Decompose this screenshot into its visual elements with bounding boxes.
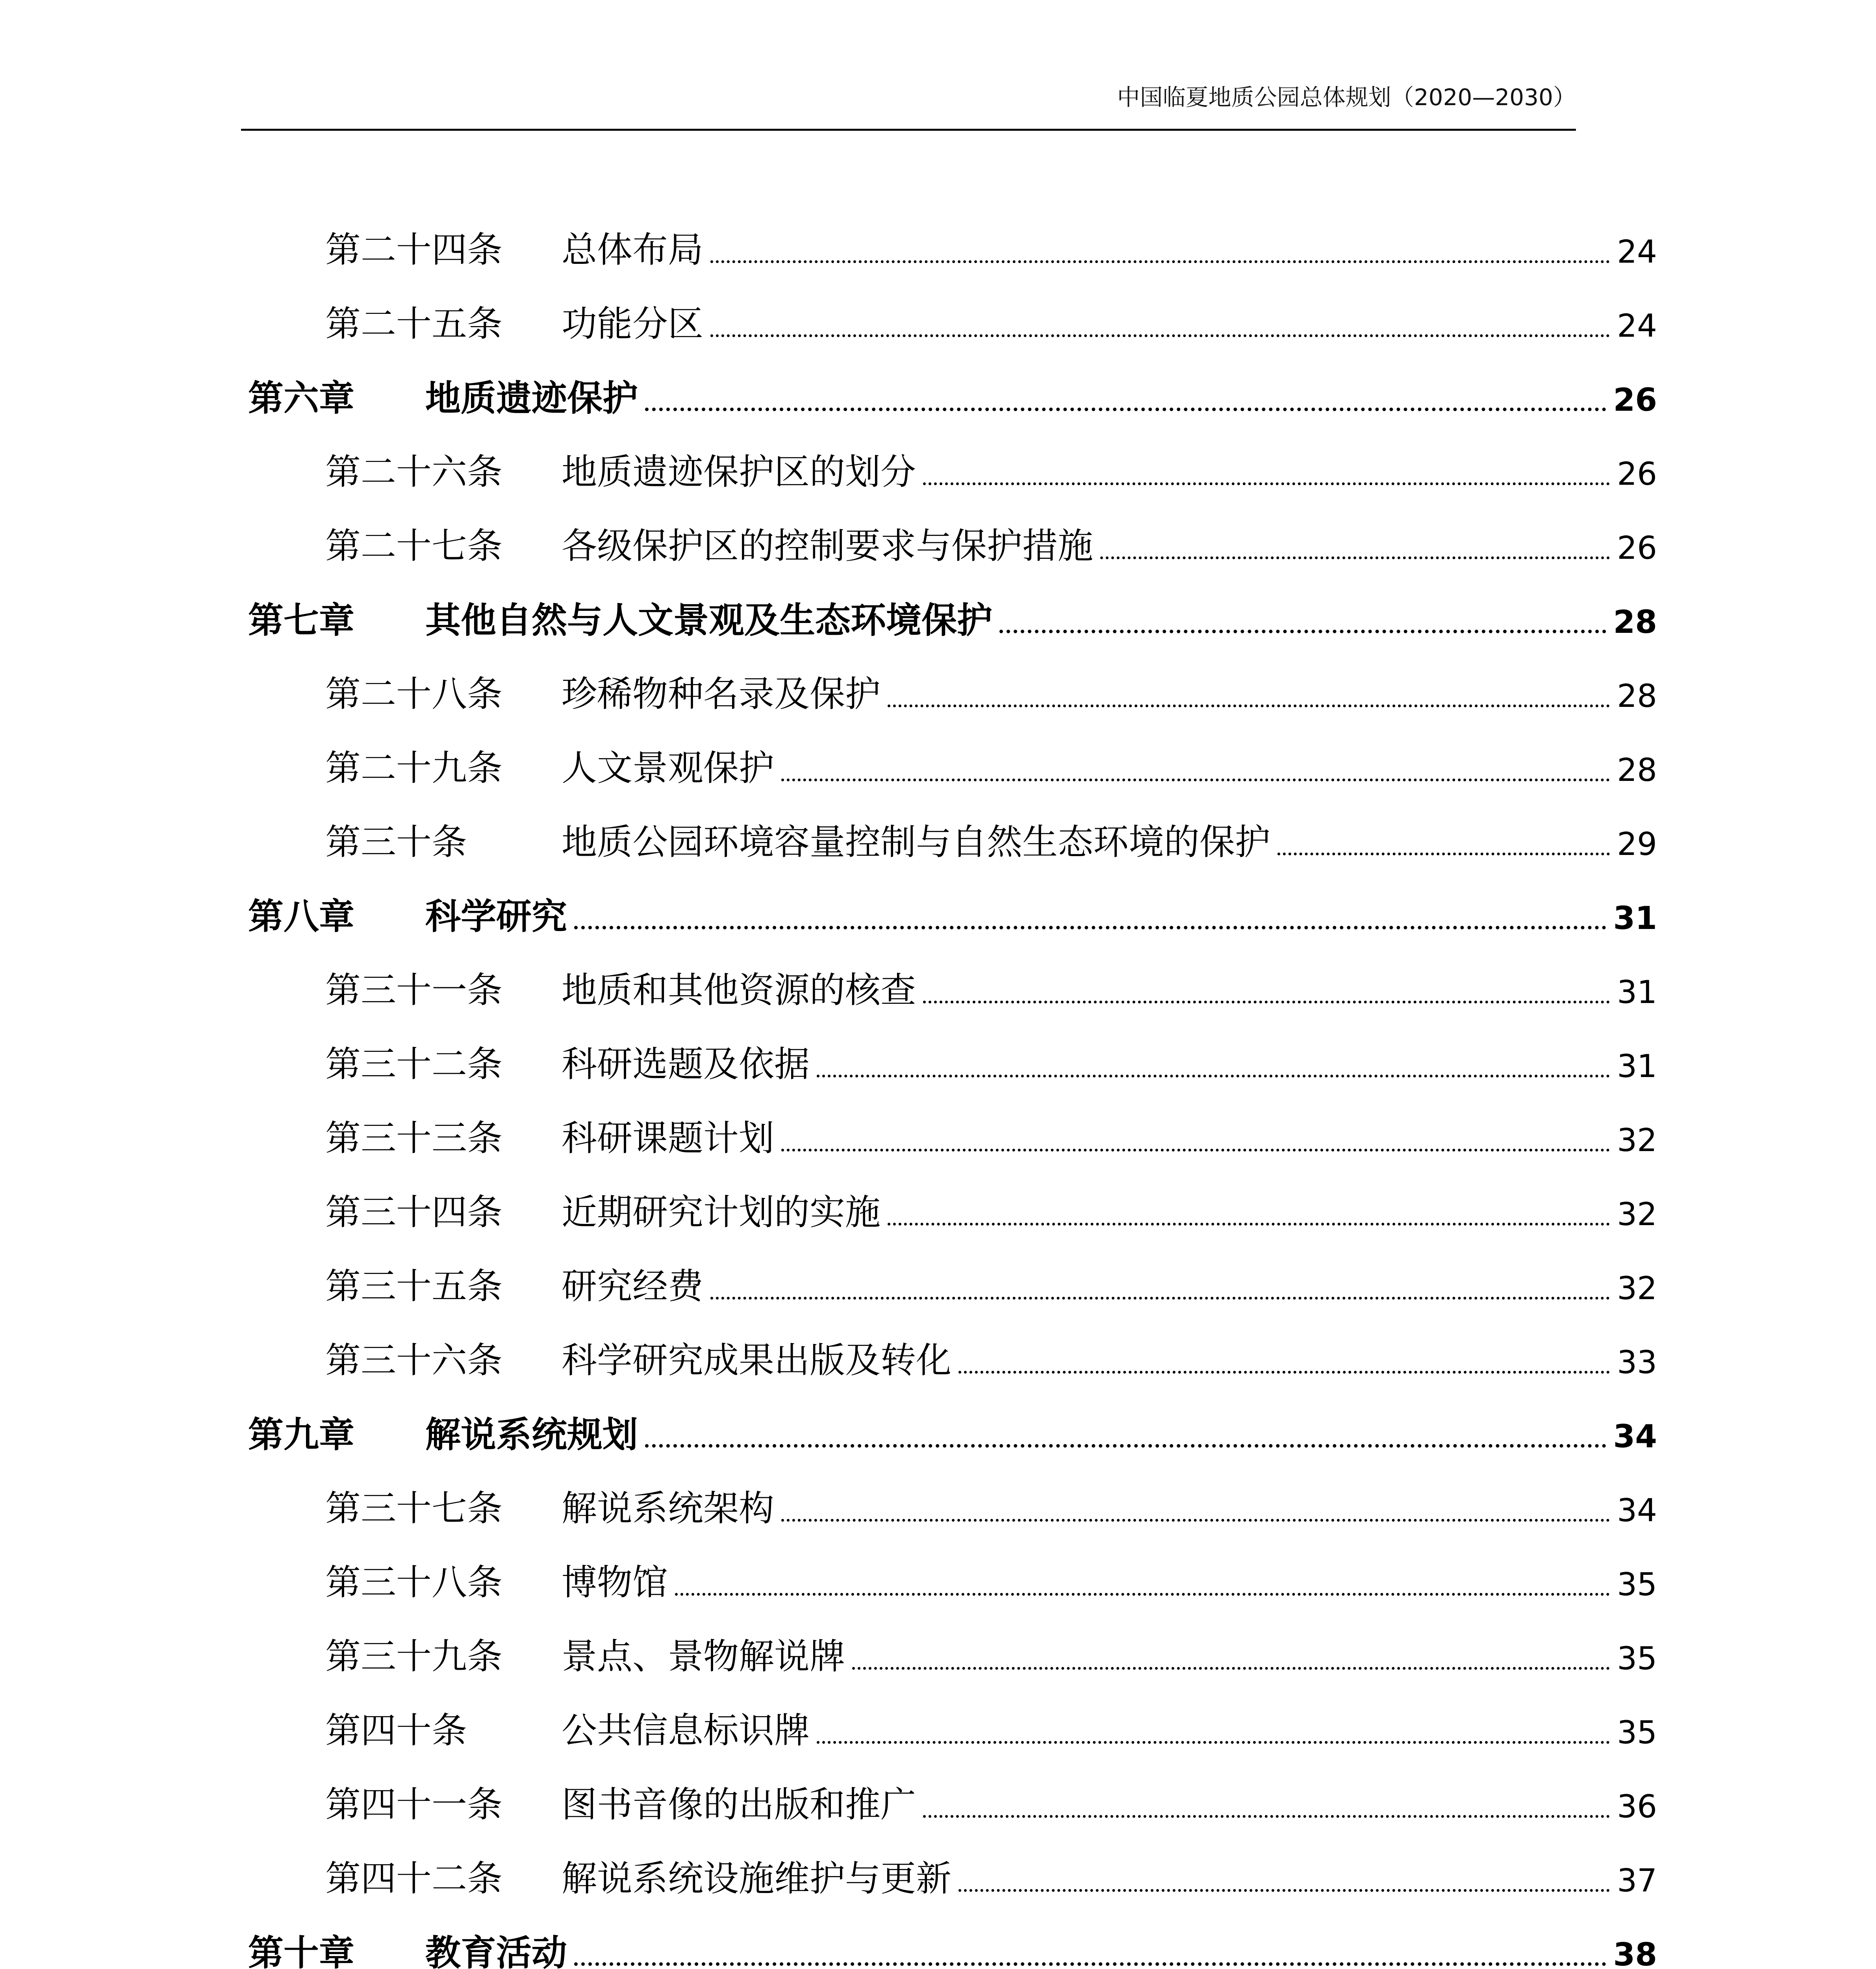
toc-dot-leader [923, 1001, 1610, 1003]
toc-article-entry[interactable] [325, 1245, 1657, 1307]
toc-entry-page: 31 [1617, 1048, 1657, 1085]
toc-dot-leader [675, 1593, 1610, 1596]
toc-entry-number: 第三十九条 [325, 1636, 502, 1677]
toc-entry-number: 第二十八条 [325, 673, 502, 715]
toc-entry-page: 32 [1617, 1196, 1657, 1233]
toc-entry-number: 第三十三条 [325, 1118, 502, 1159]
toc-entry-title: 各级保护区的控制要求与保护措施 [562, 525, 1093, 567]
toc-entry-number: 第三十二条 [325, 1044, 502, 1085]
toc-dot-leader [958, 1889, 1610, 1892]
toc-entry-title: 人文景观保护 [562, 747, 774, 789]
toc-entry-title: 图书音像的出版和推广 [562, 1784, 916, 1825]
toc-dot-leader [710, 334, 1610, 337]
toc-article-entry[interactable] [325, 505, 1657, 567]
toc-article-entry[interactable] [325, 1689, 1657, 1751]
toc-entry-page: 24 [1617, 234, 1657, 270]
toc-dot-leader [817, 1741, 1610, 1744]
running-header: 中国临夏地质公园总体规划（2020—2030） [1117, 84, 1576, 111]
toc-dot-leader [958, 1371, 1610, 1374]
toc-dot-leader [645, 408, 1606, 411]
toc-entry-page: 34 [1613, 1418, 1657, 1455]
toc-entry-page: 26 [1613, 382, 1657, 418]
toc-entry-page: 24 [1617, 308, 1657, 344]
toc-article-entry[interactable] [325, 727, 1657, 789]
toc-entry-title: 地质公园环境容量控制与自然生态环境的保护 [562, 821, 1270, 863]
toc-entry-title: 景点、景物解说牌 [562, 1636, 845, 1677]
toc-entry-title: 教育活动 [425, 1932, 567, 1969]
toc-article-entry[interactable] [325, 1319, 1657, 1381]
toc-entry-title: 科研课题计划 [562, 1118, 774, 1159]
toc-entry-page: 31 [1613, 900, 1657, 936]
toc-article-entry[interactable] [325, 209, 1657, 271]
toc-dot-leader [781, 1519, 1610, 1522]
toc-dot-leader [710, 1297, 1610, 1300]
toc-dot-leader [888, 1223, 1610, 1226]
toc-entry-number: 第四十二条 [325, 1858, 502, 1899]
toc-entry-number: 第四十一条 [325, 1784, 502, 1825]
toc-entry-number: 第三十条 [325, 821, 467, 863]
toc-entry-title: 地质和其他资源的核查 [562, 970, 916, 1011]
toc-entry-number: 第八章 [248, 896, 354, 937]
toc-entry-title: 近期研究计划的实施 [562, 1192, 881, 1233]
toc-chapter-entry[interactable] [248, 1912, 1657, 1969]
toc-dot-leader [852, 1667, 1610, 1670]
toc-entry-number: 第三十一条 [325, 970, 502, 1011]
toc-entry-page: 35 [1617, 1640, 1657, 1677]
toc-entry-title: 科研选题及依据 [562, 1044, 810, 1085]
toc-entry-page: 33 [1617, 1344, 1657, 1381]
toc-entry-number: 第二十七条 [325, 525, 502, 567]
toc-entry-page: 28 [1613, 604, 1657, 640]
toc-dot-leader [781, 779, 1610, 781]
toc-entry-page: 31 [1617, 974, 1657, 1010]
toc-entry-page: 35 [1617, 1714, 1657, 1751]
toc-dot-leader [999, 630, 1606, 633]
toc-entry-title: 功能分区 [562, 303, 703, 345]
toc-entry-page: 26 [1617, 530, 1657, 566]
toc-article-entry[interactable] [325, 653, 1657, 715]
toc-article-entry[interactable] [325, 1615, 1657, 1677]
toc-chapter-entry[interactable] [248, 579, 1657, 641]
toc-entry-page: 38 [1613, 1936, 1657, 1969]
toc-article-entry[interactable] [325, 801, 1657, 863]
toc-chapter-entry[interactable] [248, 875, 1657, 937]
toc-dot-leader [574, 1962, 1606, 1966]
toc-entry-number: 第二十六条 [325, 451, 502, 493]
toc-dot-leader [645, 1444, 1606, 1448]
toc-entry-page: 29 [1617, 826, 1657, 862]
toc-entry-number: 第三十四条 [325, 1192, 502, 1233]
toc-entry-title: 博物馆 [562, 1562, 668, 1603]
toc-entry-number: 第三十五条 [325, 1266, 502, 1307]
toc-dot-leader [923, 1815, 1610, 1818]
toc-entry-number: 第九章 [248, 1414, 354, 1455]
toc-entry-page: 36 [1617, 1788, 1657, 1825]
toc-dot-leader [888, 705, 1610, 707]
toc-entry-page: 37 [1617, 1862, 1657, 1899]
toc-article-entry[interactable] [325, 283, 1657, 345]
toc-entry-number: 第三十六条 [325, 1340, 502, 1381]
toc-entry-title: 地质遗迹保护区的划分 [562, 451, 916, 493]
toc-entry-number: 第二十五条 [325, 303, 502, 345]
toc-entry-number: 第四十条 [325, 1710, 467, 1751]
toc-entry-title: 科学研究 [425, 896, 567, 937]
toc-entry-page: 28 [1617, 678, 1657, 714]
toc-entry-title: 研究经费 [562, 1266, 703, 1307]
toc-entry-number: 第二十九条 [325, 747, 502, 789]
toc-entry-title: 其他自然与人文景观及生态环境保护 [425, 599, 992, 641]
toc-entry-title: 地质遗迹保护 [425, 377, 638, 419]
toc-article-entry[interactable] [325, 1171, 1657, 1233]
toc-dot-leader [1277, 853, 1610, 855]
toc-entry-title: 解说系统架构 [562, 1488, 774, 1529]
toc-entry-page: 28 [1617, 752, 1657, 788]
toc-entry-title: 珍稀物种名录及保护 [562, 673, 881, 715]
toc-entry-page: 34 [1617, 1492, 1657, 1529]
toc-dot-leader [923, 482, 1610, 485]
toc-article-entry[interactable] [325, 1023, 1657, 1085]
toc-entry-title: 解说系统规划 [425, 1414, 638, 1455]
toc-article-entry[interactable] [325, 1541, 1657, 1603]
toc-dot-leader [1100, 556, 1610, 559]
toc-chapter-entry[interactable] [248, 1393, 1657, 1455]
toc-entry-number: 第六章 [248, 377, 354, 419]
toc-article-entry[interactable] [325, 1467, 1657, 1529]
toc-article-entry[interactable] [325, 949, 1657, 1011]
toc-entry-title: 总体布局 [562, 229, 703, 271]
toc-article-entry[interactable] [325, 1763, 1657, 1823]
toc-entry-number: 第七章 [248, 599, 354, 641]
toc-dot-leader [710, 260, 1610, 263]
toc-dot-leader [781, 1149, 1610, 1151]
toc-dot-leader [574, 926, 1606, 929]
toc-entry-page: 32 [1617, 1270, 1657, 1307]
toc-entry-page: 32 [1617, 1122, 1657, 1159]
toc-entry-title: 科学研究成果出版及转化 [562, 1340, 951, 1381]
toc-entry-title: 公共信息标识牌 [562, 1710, 810, 1751]
toc-chapter-entry[interactable] [248, 357, 1657, 419]
toc-entry-page: 26 [1617, 456, 1657, 492]
toc-article-entry[interactable] [325, 431, 1657, 493]
toc-dot-leader [817, 1075, 1610, 1077]
toc-entry-number: 第十章 [248, 1932, 354, 1969]
toc-entry-page: 35 [1617, 1566, 1657, 1603]
toc-article-entry[interactable] [325, 1097, 1657, 1159]
toc-entry-number: 第三十八条 [325, 1562, 502, 1603]
toc-entry-title: 解说系统设施维护与更新 [562, 1858, 951, 1899]
toc-entry-number: 第三十七条 [325, 1488, 502, 1529]
toc-entry-number: 第二十四条 [325, 229, 502, 271]
toc-article-entry[interactable] [325, 1837, 1657, 1897]
